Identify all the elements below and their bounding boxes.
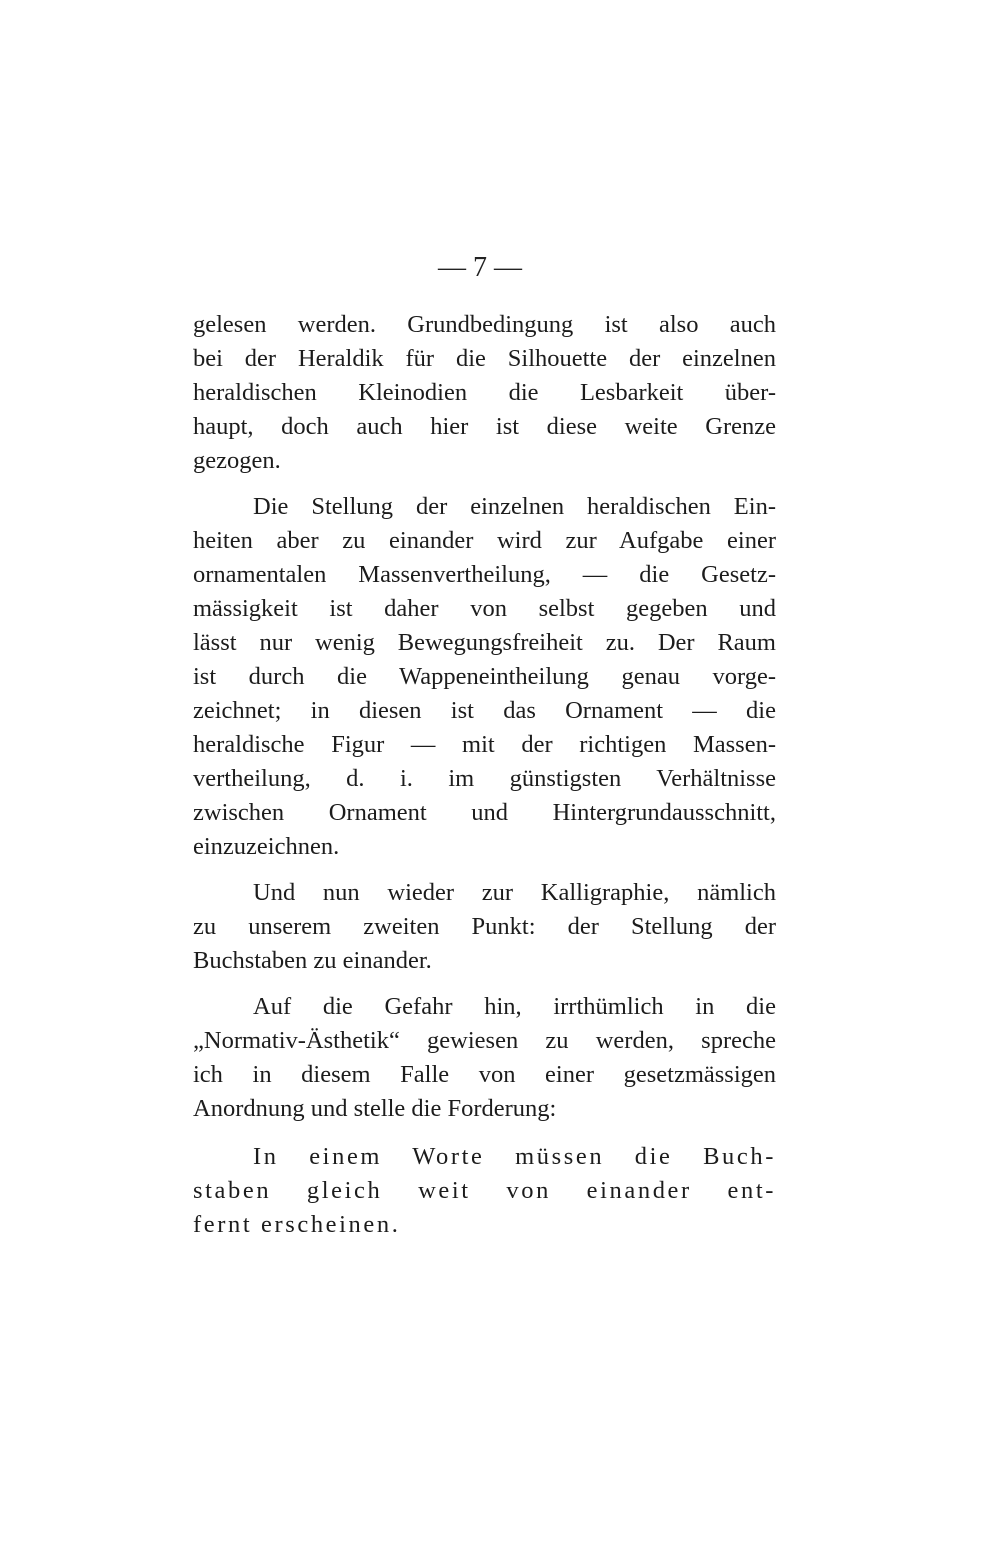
text-line: lässt nur wenig Bewegungsfreiheit zu. Der Raum [193, 629, 776, 656]
paragraph-1 [193, 308, 776, 478]
text-line: bei der Heraldik für die Silhouette der einzelnen [193, 345, 776, 372]
text-line: ornamentalen Massenvertheilung, — die Gesetz- [193, 561, 776, 588]
paragraph-2 [193, 490, 776, 864]
page-number: — 7 — [438, 252, 522, 283]
body-text [193, 308, 776, 1242]
text-line: heraldischen Kleinodien die Lesbarkeit über- [193, 379, 776, 406]
text-line: heraldische Figur — mit der richtigen Massen- [193, 731, 776, 758]
text-line: vertheilung, d. i. im günstigsten Verhältnisse [193, 765, 776, 792]
text-line: Und nun wieder zur Kalligraphie, nämlich [253, 879, 776, 906]
text-line: Auf die Gefahr hin, irrthümlich in die [253, 993, 776, 1020]
paragraph-5-emphasis [193, 1140, 776, 1242]
text-line: einzuzeichnen. [193, 833, 340, 860]
paragraph-3 [193, 876, 776, 978]
text-line: ist durch die Wappeneintheilung genau vorge- [193, 663, 776, 690]
text-line: ich in diesem Falle von einer gesetzmässigen [193, 1061, 776, 1088]
text-line: Die Stellung der einzelnen heraldischen Ein- [253, 493, 776, 520]
paragraph-4 [193, 990, 776, 1126]
text-line: haupt, doch auch hier ist diese weite Grenze [193, 413, 776, 440]
text-line: staben gleich weit von einander ent- [193, 1177, 776, 1204]
text-line: mässigkeit ist daher von selbst gegeben und [193, 595, 776, 622]
text-line: zeichnet; in diesen ist das Ornament — die [193, 697, 776, 724]
text-line: In einem Worte müssen die Buch- [253, 1143, 776, 1170]
text-line: Anordnung und stelle die Forderung: [193, 1095, 557, 1122]
text-line: zwischen Ornament und Hintergrundausschnitt, [193, 799, 776, 826]
text-line: Buchstaben zu einander. [193, 947, 432, 974]
text-line: gezogen. [193, 447, 281, 474]
text-line: „Normativ-Ästhetik“ gewiesen zu werden, spreche [193, 1027, 776, 1054]
text-line: gelesen werden. Grundbedingung ist also auch [193, 311, 776, 338]
text-line: zu unserem zweiten Punkt: der Stellung der [193, 913, 776, 940]
text-line: fernt erscheinen. [193, 1211, 401, 1238]
text-line: heiten aber zu einander wird zur Aufgabe einer [193, 527, 776, 554]
